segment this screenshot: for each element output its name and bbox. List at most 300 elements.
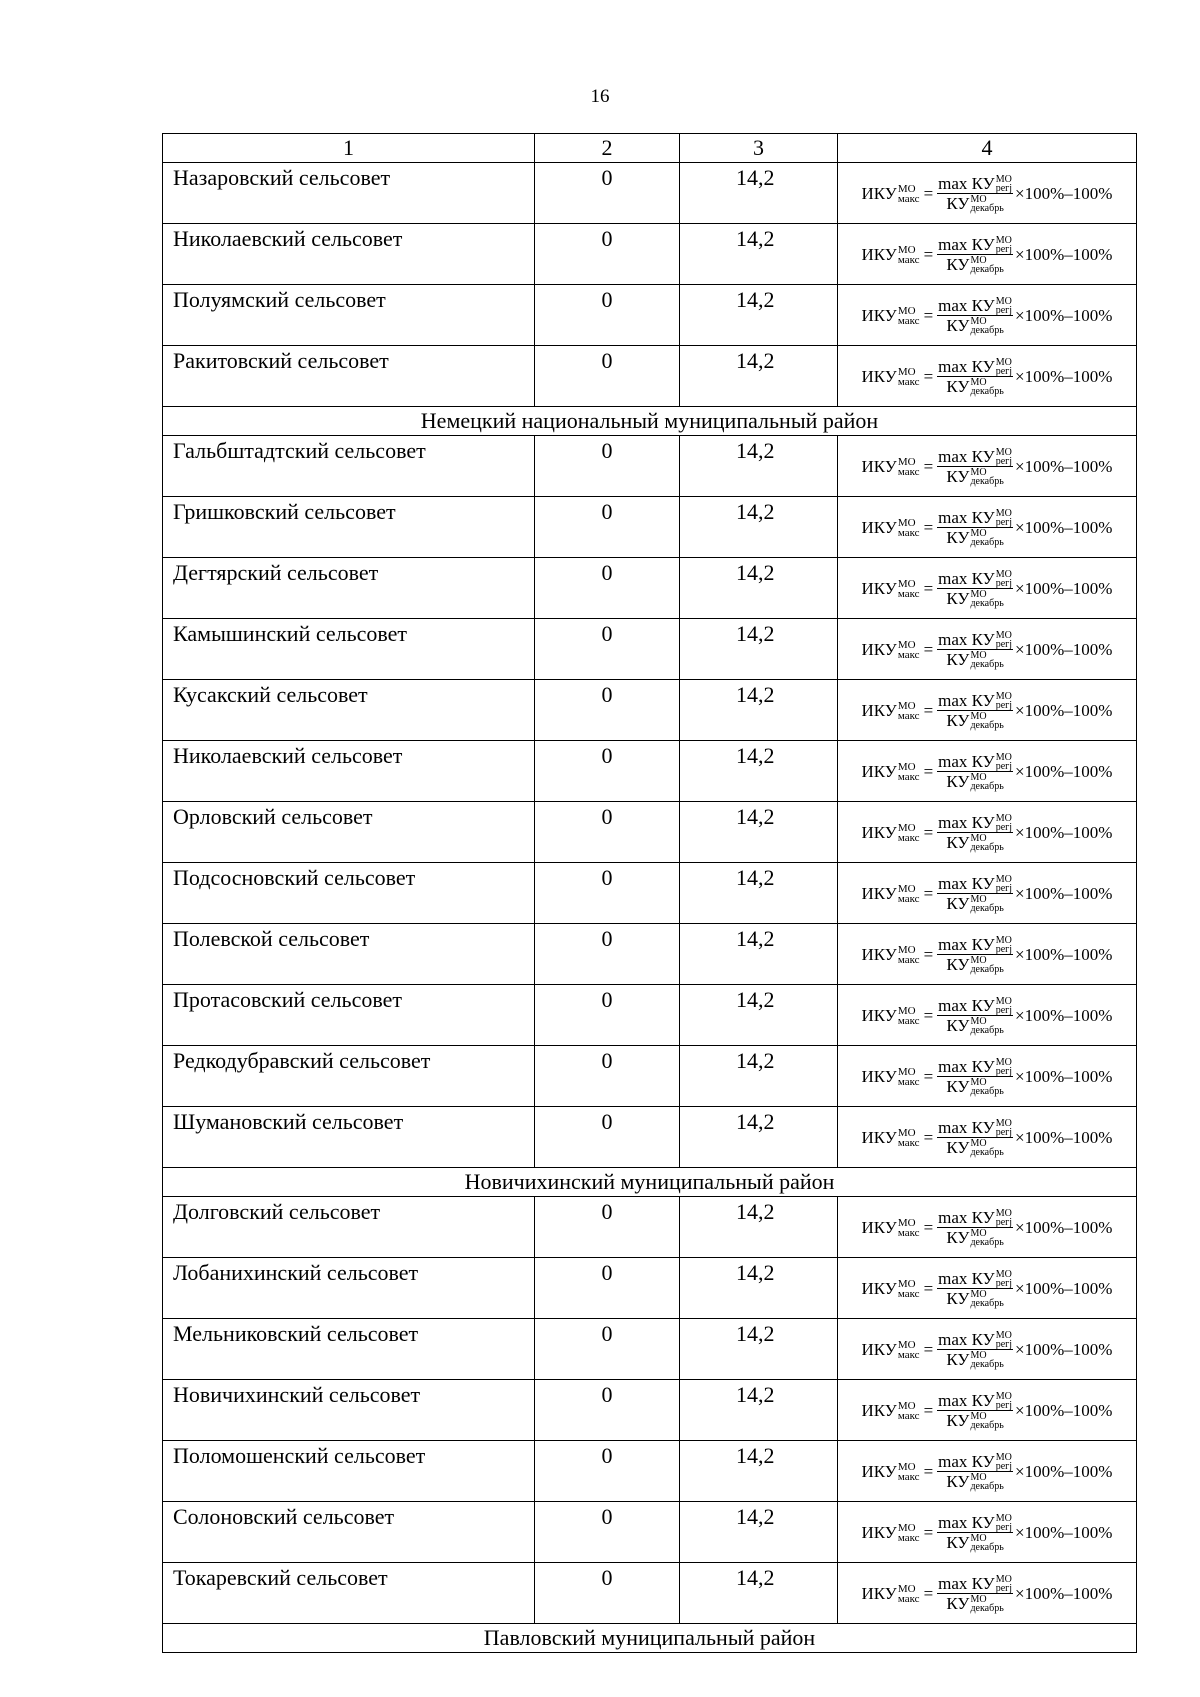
formula-lhs-indices: [898, 1462, 920, 1482]
formula-num-sup: МО: [995, 508, 1012, 519]
formula-tail: ×100%–100%: [1015, 1462, 1113, 1481]
formula-num-sub: регj: [995, 183, 1013, 194]
formula-num-sup: МО: [995, 569, 1012, 580]
formula-lhs-base: ИКУ: [861, 1462, 897, 1481]
settlement-name: Протасовский сельсовет: [163, 985, 535, 1046]
settlement-name: Камышинский сельсовет: [163, 619, 535, 680]
col3-value: 14,2: [680, 1441, 838, 1502]
formula-fraction: [937, 1058, 1013, 1096]
formula-num-indices: [996, 875, 1012, 893]
formula-den-sub: декабрь: [970, 598, 1004, 609]
formula-den-base: КУ: [946, 894, 970, 913]
formula-cell: [838, 1441, 1137, 1502]
formula-num-base: max КУ: [938, 1118, 995, 1137]
formula-lhs-base: ИКУ: [861, 1523, 897, 1542]
formula-fraction: [937, 175, 1013, 213]
formula-numerator: [937, 1575, 1013, 1594]
table-row: [163, 497, 1137, 558]
formula-den-sup: МО: [970, 377, 987, 388]
formula-lhs-indices: [898, 1279, 920, 1299]
formula-numerator: [937, 570, 1013, 589]
formula-den-base: КУ: [946, 467, 970, 486]
formula-den-indices: [970, 773, 1003, 791]
formula-denominator: [946, 1533, 1003, 1552]
formula-num-base: max КУ: [938, 1391, 995, 1410]
formula-denominator: [946, 1350, 1003, 1369]
formula-num-sub: регj: [995, 1005, 1013, 1016]
formula-denominator: [946, 833, 1003, 852]
formula-num-sup: МО: [995, 1391, 1012, 1402]
formula-num-base: max КУ: [938, 874, 995, 893]
formula-den-sup: МО: [970, 833, 987, 844]
formula-lhs-base: ИКУ: [861, 762, 897, 781]
formula-cell: [838, 1319, 1137, 1380]
formula-den-indices: [970, 1351, 1003, 1369]
formula-den-indices: [970, 378, 1003, 396]
col3-value: 14,2: [680, 1046, 838, 1107]
settlement-name: Кусакский сельсовет: [163, 680, 535, 741]
formula-den-sup: МО: [970, 255, 987, 266]
formula-num-sup: МО: [995, 630, 1012, 641]
table-row: [163, 558, 1137, 619]
formula-den-indices: [970, 1290, 1003, 1308]
formula-den-base: КУ: [946, 833, 970, 852]
formula-den-indices: [970, 1229, 1003, 1247]
formula-numerator: [937, 692, 1013, 711]
formula-num-sup: МО: [995, 813, 1012, 824]
formula-den-sup: МО: [970, 955, 987, 966]
table-row: [163, 1197, 1137, 1258]
col3-value: 14,2: [680, 1380, 838, 1441]
formula-cell: [838, 436, 1137, 497]
formula-lhs: [862, 1006, 920, 1026]
formula-tail: ×100%–100%: [1015, 1584, 1113, 1603]
formula-eq: =: [923, 184, 934, 203]
formula-numerator: [937, 1392, 1013, 1411]
formula-numerator: [937, 1058, 1013, 1077]
formula-den-base: КУ: [946, 772, 970, 791]
formula-cell: [838, 1197, 1137, 1258]
formula-lhs-sub: макс: [897, 1532, 920, 1544]
formula-num-base: max КУ: [938, 813, 995, 832]
col2-value: 0: [535, 497, 680, 558]
table-row: [163, 1107, 1137, 1168]
formula-lhs: [862, 1067, 920, 1087]
formula-den-sup: МО: [970, 1289, 987, 1300]
formula-denominator: [946, 467, 1003, 486]
formula-num-sup: МО: [995, 235, 1012, 246]
formula-num-base: max КУ: [938, 357, 995, 376]
formula: [838, 1442, 1136, 1500]
formula: [838, 559, 1136, 617]
formula: [838, 1320, 1136, 1378]
formula-den-base: КУ: [946, 1594, 970, 1613]
formula-den-indices: [970, 1473, 1003, 1491]
formula-lhs-sup: МО: [897, 517, 916, 529]
formula-lhs-sub: макс: [897, 315, 920, 327]
formula-num-indices: [996, 175, 1012, 193]
formula: [838, 986, 1136, 1044]
formula-cell: [838, 1107, 1137, 1168]
formula-num-base: max КУ: [938, 1452, 995, 1471]
formula-lhs-base: ИКУ: [861, 306, 897, 325]
table-row: [163, 163, 1137, 224]
formula-lhs: [862, 701, 920, 721]
col2-value: 0: [535, 224, 680, 285]
formula-lhs: [862, 518, 920, 538]
col3-value: 14,2: [680, 985, 838, 1046]
formula-num-sup: МО: [995, 296, 1012, 307]
formula-num-sup: МО: [995, 447, 1012, 458]
formula-tail: ×100%–100%: [1015, 184, 1113, 203]
formula-tail: ×100%–100%: [1015, 1523, 1113, 1542]
formula-num-sub: регj: [995, 244, 1013, 255]
formula-eq: =: [923, 518, 934, 537]
formula-cell: [838, 680, 1137, 741]
table-row: [163, 436, 1137, 497]
formula-fraction: [937, 936, 1013, 974]
formula-denominator: [946, 772, 1003, 791]
formula-den-sub: декабрь: [970, 1147, 1004, 1158]
formula-tail: ×100%–100%: [1015, 367, 1113, 386]
formula-num-sub: регj: [995, 1339, 1013, 1350]
formula-lhs-sub: макс: [897, 466, 920, 478]
formula-lhs-indices: [898, 518, 920, 538]
formula-den-sup: МО: [970, 1594, 987, 1605]
formula-fraction: [937, 1453, 1013, 1491]
formula-lhs-base: ИКУ: [861, 1340, 897, 1359]
formula-den-sup: МО: [970, 1472, 987, 1483]
settlement-name: Дегтярский сельсовет: [163, 558, 535, 619]
formula-lhs-sup: МО: [897, 1066, 916, 1078]
settlement-name: Долговский сельсовет: [163, 1197, 535, 1258]
formula-num-sub: регj: [995, 305, 1013, 316]
formula-lhs: [862, 945, 920, 965]
formula-lhs-base: ИКУ: [861, 518, 897, 537]
formula-cell: [838, 1502, 1137, 1563]
formula-fraction: [937, 236, 1013, 274]
formula-numerator: [937, 753, 1013, 772]
formula-den-base: КУ: [946, 711, 970, 730]
formula-tail: ×100%–100%: [1015, 884, 1113, 903]
formula-numerator: [937, 358, 1013, 377]
formula-lhs-sup: МО: [897, 183, 916, 195]
col2-value: 0: [535, 1441, 680, 1502]
col3-value: 14,2: [680, 1319, 838, 1380]
formula-numerator: [937, 448, 1013, 467]
formula-lhs-sub: макс: [897, 710, 920, 722]
formula: [838, 620, 1136, 678]
formula-fraction: [937, 1575, 1013, 1613]
col2-value: 0: [535, 680, 680, 741]
formula-numerator: [937, 1119, 1013, 1138]
formula-den-indices: [970, 712, 1003, 730]
formula-num-base: max КУ: [938, 691, 995, 710]
col2-value: 0: [535, 1563, 680, 1624]
formula-lhs-sup: МО: [897, 1127, 916, 1139]
formula-num-sub: регj: [995, 944, 1013, 955]
formula-den-sub: декабрь: [970, 781, 1004, 792]
formula-num-sub: регj: [995, 1066, 1013, 1077]
formula-fraction: [937, 692, 1013, 730]
formula-num-sub: регj: [995, 578, 1013, 589]
formula-num-indices: [996, 1575, 1012, 1593]
formula-den-sub: декабрь: [970, 386, 1004, 397]
formula-denominator: [946, 589, 1003, 608]
formula-den-indices: [970, 1595, 1003, 1613]
formula-num-indices: [996, 692, 1012, 710]
col2-value: 0: [535, 924, 680, 985]
col2-value: 0: [535, 1046, 680, 1107]
formula-num-indices: [996, 1119, 1012, 1137]
formula-num-base: max КУ: [938, 235, 995, 254]
formula-lhs: [862, 1340, 920, 1360]
formula-num-sup: МО: [995, 691, 1012, 702]
formula-tail: ×100%–100%: [1015, 1401, 1113, 1420]
formula-den-sup: МО: [970, 194, 987, 205]
formula-den-indices: [970, 895, 1003, 913]
formula-eq: =: [923, 1523, 934, 1542]
formula-den-sub: декабрь: [970, 964, 1004, 975]
formula: [838, 803, 1136, 861]
col3-value: 14,2: [680, 863, 838, 924]
formula-eq: =: [923, 701, 934, 720]
formula-lhs-sup: МО: [897, 1583, 916, 1595]
formula-num-indices: [996, 936, 1012, 954]
formula-lhs: [862, 457, 920, 477]
header-row: [163, 134, 1137, 163]
formula-num-sub: регj: [995, 1127, 1013, 1138]
formula-lhs-sup: МО: [897, 1461, 916, 1473]
col2-value: 0: [535, 1197, 680, 1258]
formula-num-base: max КУ: [938, 296, 995, 315]
formula-lhs-sup: МО: [897, 883, 916, 895]
formula-num-sub: регj: [995, 366, 1013, 377]
formula-den-sub: декабрь: [970, 1481, 1004, 1492]
table-body: [163, 134, 1137, 1653]
formula-den-sub: декабрь: [970, 1237, 1004, 1248]
formula-den-sup: МО: [970, 1228, 987, 1239]
formula-den-base: КУ: [946, 1016, 970, 1035]
formula-eq: =: [923, 1128, 934, 1147]
formula-num-sub: регj: [995, 1583, 1013, 1594]
settlement-name: Солоновский сельсовет: [163, 1502, 535, 1563]
col2-value: 0: [535, 285, 680, 346]
district-row: [163, 1624, 1137, 1653]
formula-fraction: [937, 997, 1013, 1035]
formula-lhs-indices: [898, 701, 920, 721]
formula-lhs-indices: [898, 1340, 920, 1360]
formula-lhs: [862, 1401, 920, 1421]
formula-cell: [838, 285, 1137, 346]
settlement-name: Николаевский сельсовет: [163, 224, 535, 285]
settlement-name: Николаевский сельсовет: [163, 741, 535, 802]
formula-fraction: [937, 570, 1013, 608]
formula-numerator: [937, 509, 1013, 528]
formula-num-sub: регj: [995, 1461, 1013, 1472]
formula-lhs-sub: макс: [897, 893, 920, 905]
formula-fraction: [937, 631, 1013, 669]
col3-value: 14,2: [680, 1563, 838, 1624]
formula: [838, 1198, 1136, 1256]
formula-numerator: [937, 936, 1013, 955]
formula-den-sup: МО: [970, 894, 987, 905]
col2-value: 0: [535, 985, 680, 1046]
formula-lhs-indices: [898, 640, 920, 660]
formula: [838, 864, 1136, 922]
formula-den-base: КУ: [946, 650, 970, 669]
formula-lhs: [862, 762, 920, 782]
formula-lhs-sub: макс: [897, 376, 920, 388]
formula-den-sub: декабрь: [970, 1420, 1004, 1431]
table-row: [163, 1380, 1137, 1441]
formula-lhs-sub: макс: [897, 1076, 920, 1088]
formula-tail: ×100%–100%: [1015, 1218, 1113, 1237]
formula-den-indices: [970, 956, 1003, 974]
settlement-name: Редкодубравский сельсовет: [163, 1046, 535, 1107]
formula-den-sup: МО: [970, 1138, 987, 1149]
settlement-name: Полевской сельсовет: [163, 924, 535, 985]
formula-lhs-sup: МО: [897, 1005, 916, 1017]
formula-lhs: [862, 1128, 920, 1148]
formula-numerator: [937, 814, 1013, 833]
formula-tail: ×100%–100%: [1015, 1340, 1113, 1359]
formula-num-sub: регj: [995, 1522, 1013, 1533]
formula-lhs-indices: [898, 945, 920, 965]
formula-lhs-base: ИКУ: [861, 701, 897, 720]
formula-eq: =: [923, 1006, 934, 1025]
formula-lhs-sup: МО: [897, 1400, 916, 1412]
col2-value: 0: [535, 1380, 680, 1441]
formula: [838, 286, 1136, 344]
col3-value: 14,2: [680, 1258, 838, 1319]
formula-eq: =: [923, 1401, 934, 1420]
formula-lhs: [862, 245, 920, 265]
formula-lhs-indices: [898, 1128, 920, 1148]
formula-lhs-base: ИКУ: [861, 367, 897, 386]
formula: [838, 498, 1136, 556]
formula-den-base: КУ: [946, 528, 970, 547]
formula-den-indices: [970, 1017, 1003, 1035]
formula-denominator: [946, 1289, 1003, 1308]
settlement-name: Лобанихинский сельсовет: [163, 1258, 535, 1319]
formula-num-sup: МО: [995, 874, 1012, 885]
formula-den-base: КУ: [946, 1289, 970, 1308]
formula-cell: [838, 558, 1137, 619]
formula-num-sub: регj: [995, 1400, 1013, 1411]
formula-lhs-indices: [898, 184, 920, 204]
col3-value: 14,2: [680, 346, 838, 407]
formula-num-sup: МО: [995, 174, 1012, 185]
settlement-name: Шумановский сельсовет: [163, 1107, 535, 1168]
formula-fraction: [937, 297, 1013, 335]
formula-tail: ×100%–100%: [1015, 1067, 1113, 1086]
formula: [838, 1108, 1136, 1166]
formula-lhs-base: ИКУ: [861, 184, 897, 203]
formula-eq: =: [923, 1584, 934, 1603]
table-row: [163, 802, 1137, 863]
col2-value: 0: [535, 163, 680, 224]
formula-cell: [838, 802, 1137, 863]
formula-lhs-sup: МО: [897, 700, 916, 712]
col2-value: 0: [535, 1107, 680, 1168]
formula-lhs-base: ИКУ: [861, 245, 897, 264]
formula-num-base: max КУ: [938, 996, 995, 1015]
formula-den-sub: декабрь: [970, 476, 1004, 487]
formula-den-sup: МО: [970, 1077, 987, 1088]
formula-lhs-indices: [898, 1523, 920, 1543]
formula-num-base: max КУ: [938, 1574, 995, 1593]
formula-lhs: [862, 823, 920, 843]
formula-num-indices: [996, 1514, 1012, 1532]
formula-eq: =: [923, 823, 934, 842]
col3-value: 14,2: [680, 224, 838, 285]
formula: [838, 1047, 1136, 1105]
formula-lhs-sub: макс: [897, 1015, 920, 1027]
formula-lhs-sup: МО: [897, 639, 916, 651]
col3-value: 14,2: [680, 558, 838, 619]
formula-lhs-indices: [898, 762, 920, 782]
col3-value: 14,2: [680, 1107, 838, 1168]
formula-lhs-sup: МО: [897, 1339, 916, 1351]
header-col-4: 4: [838, 134, 1137, 163]
formula-tail: ×100%–100%: [1015, 945, 1113, 964]
formula-lhs-indices: [898, 1584, 920, 1604]
formula-lhs: [862, 1279, 920, 1299]
formula-num-indices: [996, 448, 1012, 466]
formula-den-sub: декабрь: [970, 842, 1004, 853]
formula-lhs-sup: МО: [897, 244, 916, 256]
formula-num-indices: [996, 297, 1012, 315]
formula-den-indices: [970, 1139, 1003, 1157]
col2-value: 0: [535, 436, 680, 497]
formula-num-sup: МО: [995, 1118, 1012, 1129]
formula-den-base: КУ: [946, 589, 970, 608]
formula-lhs-base: ИКУ: [861, 1218, 897, 1237]
formula-num-sub: регj: [995, 1217, 1013, 1228]
district-row: [163, 1168, 1137, 1197]
formula-den-sup: МО: [970, 711, 987, 722]
formula-num-sup: МО: [995, 1513, 1012, 1524]
formula-num-indices: [996, 1331, 1012, 1349]
formula-lhs: [862, 884, 920, 904]
formula-lhs-sub: макс: [897, 1593, 920, 1605]
col2-value: 0: [535, 863, 680, 924]
header-col-1: 1: [163, 134, 535, 163]
formula-num-base: max КУ: [938, 174, 995, 193]
formula-lhs-sup: МО: [897, 456, 916, 468]
col2-value: 0: [535, 558, 680, 619]
formula-lhs-base: ИКУ: [861, 457, 897, 476]
tariff-table: [162, 133, 1137, 1653]
formula-num-base: max КУ: [938, 508, 995, 527]
formula-numerator: [937, 1453, 1013, 1472]
formula-fraction: [937, 753, 1013, 791]
formula-numerator: [937, 236, 1013, 255]
settlement-name: Назаровский сельсовет: [163, 163, 535, 224]
formula-denominator: [946, 1016, 1003, 1035]
formula-den-indices: [970, 1078, 1003, 1096]
col3-value: 14,2: [680, 619, 838, 680]
formula-eq: =: [923, 245, 934, 264]
formula-den-sup: МО: [970, 467, 987, 478]
formula-denominator: [946, 894, 1003, 913]
formula-lhs-base: ИКУ: [861, 1401, 897, 1420]
formula-num-indices: [996, 753, 1012, 771]
formula-cell: [838, 163, 1137, 224]
col2-value: 0: [535, 741, 680, 802]
formula-tail: ×100%–100%: [1015, 1006, 1113, 1025]
